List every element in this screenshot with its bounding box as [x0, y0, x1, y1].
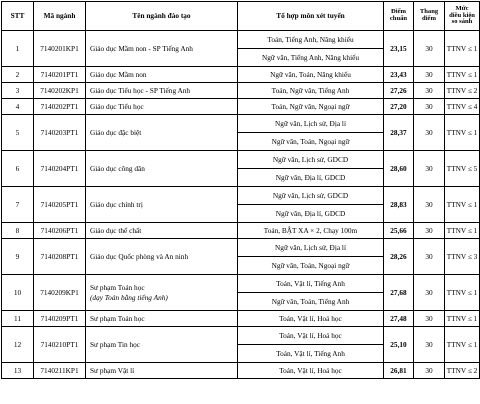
row-score: 28,60 — [384, 151, 414, 187]
row-name — [86, 275, 238, 311]
row-name-text: Sư phạm Vật lí — [90, 365, 135, 375]
row-combo: Ngữ văn, Toán, Năng khiếu — [238, 67, 384, 83]
row-stt: 5 — [2, 115, 34, 151]
row-name — [86, 99, 238, 115]
row-scale: 30 — [414, 187, 445, 223]
row-name-text: Sư phạm Toán học — [90, 283, 145, 293]
row-condition: TTNV ≤ 2 — [445, 83, 480, 99]
row-name — [86, 31, 238, 67]
table-row — [2, 67, 480, 83]
row-score: 28,37 — [384, 115, 414, 151]
row-combo: Toán, Vật lí, Hoá học — [238, 311, 384, 327]
row-condition: TTNV ≤ 1 — [445, 327, 480, 363]
row-name-text: Sư phạm Tin học — [90, 339, 140, 349]
row-combo: Toán, Vật lí, Hoá học — [238, 327, 384, 345]
row-scale: 30 — [414, 363, 445, 379]
row-code: 7140201KP1 — [34, 31, 86, 67]
row-stt: 4 — [2, 99, 34, 115]
row-score: 23,43 — [384, 67, 414, 83]
row-scale: 30 — [414, 311, 445, 327]
table-row — [2, 31, 480, 49]
row-stt: 1 — [2, 31, 34, 67]
row-name-text: Giáo dục Quốc phòng và An ninh — [90, 251, 189, 261]
row-stt: 10 — [2, 275, 34, 311]
row-code: 7140210PT1 — [34, 327, 86, 363]
row-scale: 30 — [414, 239, 445, 275]
table-row — [2, 115, 480, 133]
row-combo: Ngữ văn, Toán, Ngoại ngữ — [238, 133, 384, 151]
row-condition: TTNV ≤ 2 — [445, 363, 480, 379]
row-score: 27,26 — [384, 83, 414, 99]
header-row — [2, 2, 480, 31]
row-condition: TTNV ≤ 1 — [445, 115, 480, 151]
row-name-note: (dạy Toán bằng tiếng Anh) — [90, 292, 168, 302]
row-name-text: Giáo dục Mầm non - SP Tiếng Anh — [90, 43, 193, 53]
table-row — [2, 239, 480, 257]
row-stt: 3 — [2, 83, 34, 99]
row-name-text: Giáo dục thể chất — [90, 225, 142, 235]
table-row — [2, 311, 480, 327]
row-name-text: Giáo dục đặc biệt — [90, 127, 142, 137]
header-score: Điểm chuẩn — [384, 2, 414, 31]
header-combos: Tổ hợp môn xét tuyển — [238, 2, 384, 31]
row-stt: 11 — [2, 311, 34, 327]
header-code: Mã ngành — [34, 2, 86, 31]
row-name — [86, 151, 238, 187]
row-stt: 7 — [2, 187, 34, 223]
row-code: 7140211KP1 — [34, 363, 86, 379]
row-combo: Ngữ văn, Toán, Tiếng Anh — [238, 293, 384, 311]
row-stt: 2 — [2, 67, 34, 83]
row-name — [86, 187, 238, 223]
row-scale: 30 — [414, 223, 445, 239]
header-stt: STT — [2, 2, 34, 31]
row-score: 27,68 — [384, 275, 414, 311]
row-combo: Ngữ văn, Toán, Ngoại ngữ — [238, 257, 384, 275]
row-stt: 8 — [2, 223, 34, 239]
row-name — [86, 115, 238, 151]
row-code: 7140209KP1 — [34, 275, 86, 311]
row-score: 23,15 — [384, 31, 414, 67]
admission-score-table — [1, 1, 480, 379]
header-condition: Mức điều kiện so sánh — [445, 2, 480, 31]
row-scale: 30 — [414, 99, 445, 115]
row-scale: 30 — [414, 67, 445, 83]
table-row — [2, 363, 480, 379]
row-combo: Toán, Ngữ văn, Ngoại ngữ — [238, 99, 384, 115]
row-condition: TTNV ≤ 1 — [445, 187, 480, 223]
row-condition: TTNV ≤ 1 — [445, 67, 480, 83]
row-name — [86, 223, 238, 239]
row-score: 28,26 — [384, 239, 414, 275]
row-score: 26,81 — [384, 363, 414, 379]
row-code: 7140204PT1 — [34, 151, 86, 187]
row-condition: TTNV ≤ 1 — [445, 275, 480, 311]
row-combo: Toán, BẬT XA × 2, Chạy 100m — [238, 223, 384, 239]
row-score: 27,48 — [384, 311, 414, 327]
table-row — [2, 223, 480, 239]
row-combo: Toán, Ngữ văn, Tiếng Anh — [238, 83, 384, 99]
row-name-text: Giáo dục công dân — [90, 163, 145, 173]
row-scale: 30 — [414, 327, 445, 363]
row-score: 25,10 — [384, 327, 414, 363]
header-scale: Thang điểm — [414, 2, 445, 31]
row-code: 7140206PT1 — [34, 223, 86, 239]
row-name — [86, 239, 238, 275]
row-name-text: Giáo dục Mầm non — [90, 69, 147, 79]
table-row — [2, 99, 480, 115]
row-score: 28,83 — [384, 187, 414, 223]
row-score: 25,66 — [384, 223, 414, 239]
row-combo: Ngữ văn, Địa lí, GDCD — [238, 169, 384, 187]
row-code: 7140209PT1 — [34, 311, 86, 327]
row-scale: 30 — [414, 83, 445, 99]
row-name-text: Giáo dục Tiểu học - SP Tiếng Anh — [90, 85, 191, 95]
table-row — [2, 187, 480, 205]
row-code: 7140205PT1 — [34, 187, 86, 223]
row-scale: 30 — [414, 115, 445, 151]
row-score: 27,20 — [384, 99, 414, 115]
table-row — [2, 83, 480, 99]
row-code: 7140203PT1 — [34, 115, 86, 151]
row-condition: TTNV ≤ 1 — [445, 223, 480, 239]
row-code: 7140202KP1 — [34, 83, 86, 99]
header-name: Tên ngành đào tạo — [86, 2, 238, 31]
row-code: 7140208PT1 — [34, 239, 86, 275]
row-name — [86, 327, 238, 363]
row-stt: 9 — [2, 239, 34, 275]
table-row — [2, 275, 480, 293]
row-code: 7140202PT1 — [34, 99, 86, 115]
row-condition: TTNV ≤ 4 — [445, 99, 480, 115]
row-name — [86, 311, 238, 327]
row-code: 7140201PT1 — [34, 67, 86, 83]
row-combo: Ngữ văn, Lịch sử, Địa lí — [238, 115, 384, 133]
row-combo: Toán, Vật lí, Tiếng Anh — [238, 275, 384, 293]
row-condition: TTNV ≤ 1 — [445, 31, 480, 67]
row-scale: 30 — [414, 275, 445, 311]
row-condition: TTNV ≤ 5 — [445, 151, 480, 187]
row-combo: Ngữ văn, Địa lí, GDCD — [238, 205, 384, 223]
row-stt: 6 — [2, 151, 34, 187]
row-stt: 12 — [2, 327, 34, 363]
table-row — [2, 327, 480, 345]
row-combo: Ngữ văn, Lịch sử, Địa lí — [238, 239, 384, 257]
row-combo: Ngữ văn, Tiếng Anh, Năng khiếu — [238, 49, 384, 67]
row-scale: 30 — [414, 151, 445, 187]
row-combo: Toán, Vật lí, Tiếng Anh — [238, 345, 384, 363]
row-name — [86, 363, 238, 379]
row-name — [86, 83, 238, 99]
table-body — [2, 31, 480, 379]
table-row — [2, 151, 480, 169]
row-name-text: Sư phạm Toán học — [90, 313, 145, 323]
row-combo: Toán, Tiếng Anh, Năng khiếu — [238, 31, 384, 49]
row-combo: Toán, Vật lí, Hoá học — [238, 363, 384, 379]
row-name — [86, 67, 238, 83]
row-combo: Ngữ văn, Lịch sử, GDCD — [238, 187, 384, 205]
row-name-text: Giáo dục chính trị — [90, 199, 143, 209]
row-condition: TTNV ≤ 1 — [445, 311, 480, 327]
row-combo: Ngữ văn, Lịch sử, GDCD — [238, 151, 384, 169]
row-scale: 30 — [414, 31, 445, 67]
row-condition: TTNV ≤ 3 — [445, 239, 480, 275]
row-name-text: Giáo dục Tiểu học — [90, 101, 144, 111]
row-stt: 13 — [2, 363, 34, 379]
